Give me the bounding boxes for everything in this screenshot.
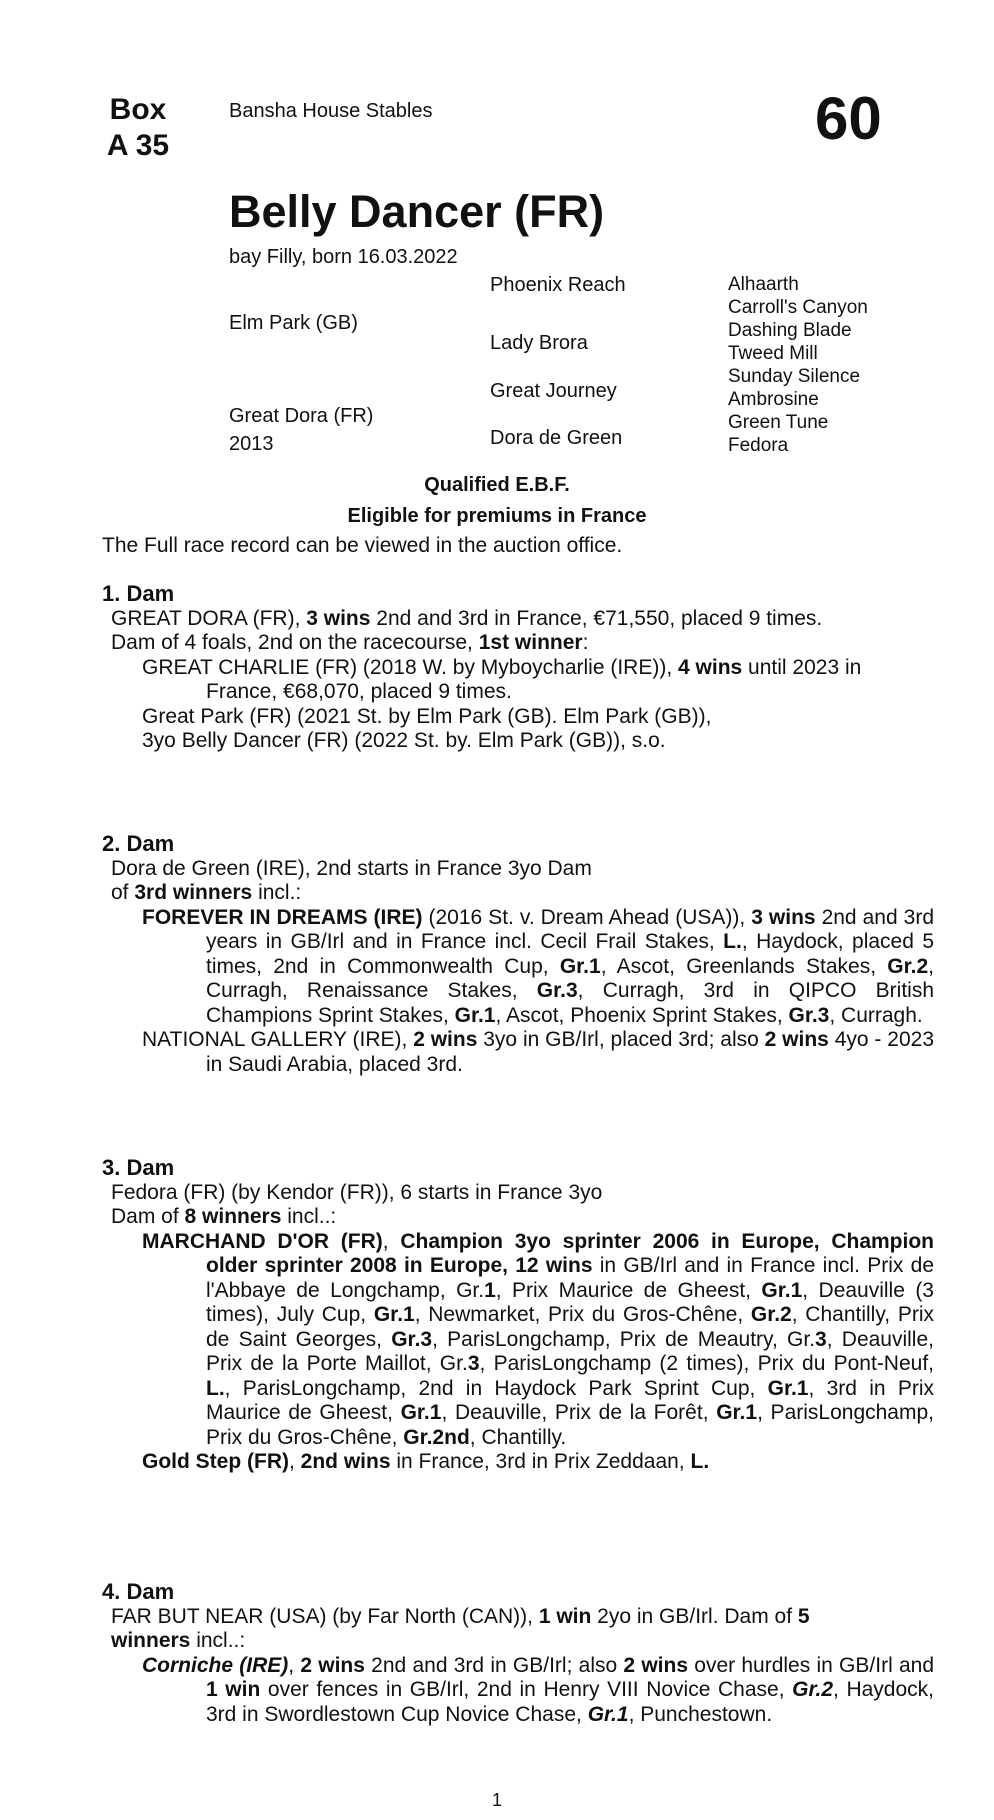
- section-fourth-dam: [102, 1579, 935, 1727]
- section-second-dam: [102, 831, 935, 1077]
- france-premiums: Eligible for premiums in France: [347, 505, 647, 527]
- pedigree-third-generation: [728, 273, 868, 457]
- dam-record: Fedora (FR) (by Kendor (FR)), 6 starts in France 3yo: [111, 1180, 603, 1204]
- pedigree-sire: Elm Park (GB): [229, 312, 358, 334]
- horse-name: Belly Dancer (FR): [229, 186, 605, 237]
- horse-description: bay Filly, born 16.03.2022: [229, 246, 458, 268]
- offspring-entry: NATIONAL GALLERY (IRE), 2 wins 3yo in GB/Irl, placed 3rd; also 2 wins 4yo - 2023 in Saudi Arabia, placed 3rd.: [142, 1028, 934, 1076]
- box-label: Box: [109, 93, 167, 126]
- offspring-entry: Great Park (FR) (2021 St. by Elm Park (GB). Elm Park (GB)), 3yo Belly Dancer (FR) (2022 St. by. Elm Park (GB)), s.o.: [142, 704, 712, 752]
- offspring-entry: Corniche (IRE), 2 wins 2nd and 3rd in GB/Irl; also 2 wins over hurdles in GB/Irl and 1 win over fences in GB/Irl, 2nd in Henry VIII Novice Chase, Gr.2, Haydock, 3rd in Swordlestown Cup Novice Chase, Gr.1, Punchestown.: [142, 1653, 935, 1726]
- offspring-entry: FOREVER IN DREAMS (IRE) (2016 St. v. Dream Ahead (USA)), 3 wins 2nd and 3rd years in GB/Irl and in France incl. Cecil Frail Stakes, L., Haydock, placed 5 times, 2nd in Commonwealth Cup, Gr.1, Ascot, Greenlands Stakes, Gr.2, Curragh, Renaissance Stakes, Gr.3, Curragh, 3rd in QIPCO British Champions Sprint Stakes, Gr.1, Ascot, Phoenix Sprint Stakes, Gr.3, Curragh.: [142, 905, 935, 1027]
- pedigree-dam-dam: Dora de Green: [490, 427, 623, 449]
- pedigree-g3-6: Ambrosine: [728, 389, 819, 410]
- section-heading: 3. Dam: [102, 1155, 175, 1180]
- section-heading: 1. Dam: [102, 581, 175, 606]
- lot-number: 60: [815, 85, 882, 152]
- pedigree-g3-1: Alhaarth: [728, 274, 799, 295]
- section-third-dam: [102, 1155, 935, 1475]
- dam-produce-summary: Dam of 8 winners incl..:: [111, 1205, 337, 1228]
- pedigree-dam: Great Dora (FR): [229, 405, 374, 427]
- box-number: [102, 92, 174, 164]
- pedigree-sire-sire: Phoenix Reach: [490, 274, 626, 296]
- offspring-entry: GREAT CHARLIE (FR) (2018 W. by Myboycharlie (IRE)), 4 wins until 2023 in France, €68,070, placed 9 times.: [142, 655, 862, 703]
- page-number: 1: [491, 1790, 502, 1810]
- pedigree-g3-5: Sunday Silence: [728, 366, 861, 387]
- section-first-dam: [102, 582, 902, 754]
- ebf-qualification: Qualified E.B.F.: [424, 474, 570, 496]
- dam-record: Dora de Green (IRE), 2nd starts in France 3yo Dam: [111, 856, 592, 880]
- box-id: A 35: [106, 129, 170, 162]
- pedigree-sire-dam: Lady Brora: [490, 332, 588, 354]
- pedigree-g3-3: Dashing Blade: [728, 320, 852, 341]
- offspring-entry: MARCHAND D'OR (FR), Champion 3yo sprinter 2006 in Europe, Champion older sprinter 2008 in Europe, 12 wins in GB/Irl and in France incl. Prix de l'Abbaye de Longchamp, Gr.1, Prix Maurice de Gheest, Gr.1, Deauville (3 times), July Cup, Gr.1, Newmarket, Prix du Gros-Chêne, Gr.2, Chantilly, Prix de Saint Georges, Gr.3, ParisLongchamp, Prix de Meautry, Gr.3, Deauville, Prix de la Porte Maillot, Gr.3, ParisLongchamp (2 times), Prix du Pont-Neuf, L., ParisLongchamp, 2nd in Haydock Park Sprint Cup, Gr.1, 3rd in Prix Maurice de Gheest, Gr.1, Deauville, Prix de la Forêt, Gr.1, ParisLongchamp, Prix du Gros-Chêne, Gr.2nd, Chantilly.: [142, 1229, 935, 1449]
- pedigree-g3-8: Fedora: [728, 435, 789, 456]
- pedigree-dam-sire: Great Journey: [490, 380, 617, 402]
- pedigree-dam-year: 2013: [229, 433, 274, 455]
- race-record-note: The Full race record can be viewed in the auction office.: [102, 534, 623, 557]
- dam-record: GREAT DORA (FR), 3 wins 2nd and 3rd in France, €71,550, placed 9 times.: [111, 606, 823, 630]
- pedigree-g3-7: Green Tune: [728, 412, 829, 433]
- dam-produce-summary: of 3rd winners incl.:: [111, 881, 302, 904]
- pedigree-g3-4: Tweed Mill: [728, 343, 818, 364]
- section-heading: 2. Dam: [102, 831, 175, 856]
- pedigree-g3-2: Carroll's Canyon: [728, 297, 868, 318]
- dam-produce-summary: Dam of 4 foals, 2nd on the racecourse, 1st winner:: [111, 631, 589, 654]
- consignor: Bansha House Stables: [229, 100, 433, 122]
- section-heading: 4. Dam: [102, 1579, 175, 1604]
- offspring-entry: Gold Step (FR), 2nd wins in France, 3rd in Prix Zeddaan, L.: [142, 1450, 710, 1473]
- dam-record: FAR BUT NEAR (USA) (by Far North (CAN)), 1 win 2yo in GB/Irl. Dam of 5 winners incl..:: [111, 1604, 810, 1652]
